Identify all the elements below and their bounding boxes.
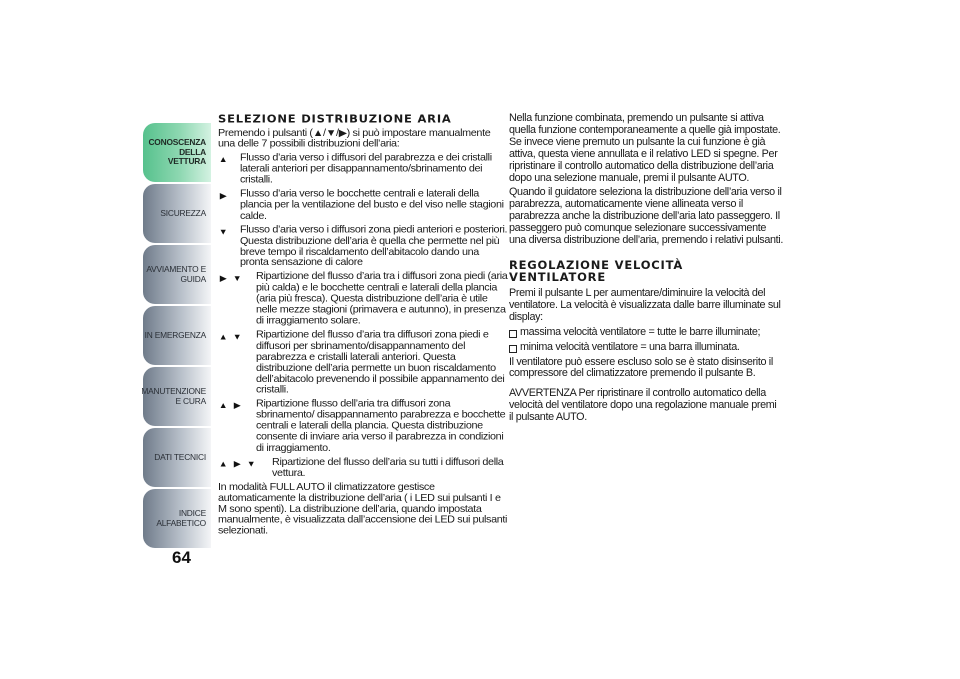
tab-label: AVVIAMENTO E GUIDA bbox=[146, 264, 206, 284]
down-arrow-icon: ▼ bbox=[218, 226, 228, 237]
list-item: ▲ Flusso d’aria verso i diffusori del parabrezza e dei cristalli laterali anteriori per disappannamento/sbrinamento dei cristalli. bbox=[218, 152, 492, 186]
tab-avviamento[interactable] bbox=[143, 245, 211, 304]
tab-conoscenza[interactable] bbox=[143, 123, 211, 182]
up-arrow-icon: ▲ bbox=[218, 459, 228, 469]
list-item: ▲ ▶ ▼ Ripartizione del flusso dell’aria su tutti i diffusori della vettura. bbox=[218, 456, 504, 479]
tab-sicurezza[interactable] bbox=[143, 184, 211, 243]
right-arrow-icon: ▶ bbox=[338, 127, 347, 139]
list-item: ▶ Flusso d’aria verso le bocchette centrali e laterali della plancia per la ventilazione del busto e del viso nelle stagioni calde. bbox=[219, 188, 504, 222]
right-column bbox=[509, 113, 783, 427]
list-item: ▶ ▼ Ripartizione del flusso d’aria tra i diffusori zona piedi (aria più calda) e le bocchette centrali e laterali della plancia (aria più fresca). Questa distribuzione dell’aria è utile nelle mezze stagioni (primavera e autunno), in presenza di irraggiamento solare. bbox=[219, 271, 508, 327]
list-item: massima velocità ventilatore = tutte le barre illuminate; bbox=[509, 327, 783, 339]
right-arrow-icon: ▶ bbox=[233, 459, 241, 469]
list-item: ▲ ▶ Ripartizione flusso dell’aria tra diffusori zona sbrinamento/ disappannamento parabrezza e bocchette centrali e laterali della plancia. Questa distribuzione consente di inviare aria verso il parabrezza in condizioni di irraggiamento. bbox=[218, 398, 506, 454]
paragraph-combined-function: Nella funzione combinata, premendo un pulsante si attiva quella funzione contemporaneamente a quelle già impostate. Se invece viene premuto un pulsante la cui funzione è già attiva, questa viene annullata e il relativo LED si spegne. Per ripristinare il controllo automatico della distribuzione dell’aria dopo una selezione manuale, premi il pulsante AUTO. bbox=[509, 112, 781, 184]
section-heading-fan-speed: REGOLAZIONE VELOCITÀ VENTILATORE bbox=[509, 257, 684, 285]
outro-paragraph: In modalità FULL AUTO il climatizzatore gestisce automaticamente la distribuzione dell’aria ( i LED sui pulsanti I e M sono spenti). La distribuzione dell’aria, quando impostata manualmente, è visualizzata dall’accensione dei LED sui pulsanti selezionati. bbox=[218, 481, 508, 537]
right-arrow-icon: ▶ bbox=[219, 273, 227, 284]
down-arrow-icon: ▼ bbox=[232, 273, 242, 284]
tab-label: IN EMERGENZA bbox=[144, 329, 206, 340]
down-arrow-icon: ▼ bbox=[246, 459, 256, 469]
right-arrow-icon: ▶ bbox=[233, 401, 241, 411]
tab-label: INDICE ALFABETICO bbox=[156, 508, 206, 528]
checkbox-bullet-icon bbox=[509, 330, 517, 338]
tab-label: SICUREZZA bbox=[160, 207, 206, 218]
chapter-tabs bbox=[143, 123, 211, 550]
paragraph-fan-button: Premi il pulsante L per aumentare/diminuire la velocità del ventilatore. La velocità è visualizzata dalle barre illuminate sul display: bbox=[509, 286, 781, 323]
paragraph-fan-exclusion: Il ventilatore può essere escluso solo se è stato disinserito il compressore del climatizzatore premendo il pulsante B. bbox=[509, 355, 773, 380]
list-item: ▼ Flusso d’aria verso i diffusori zona piedi anteriori e posteriori. Questa distribuzione dell’aria è quella che permette nel più breve tempo il riscaldamento dell’abitacolo dando una pronta sensazione di calore bbox=[218, 224, 508, 269]
right-arrow-icon: ▶ bbox=[219, 191, 227, 201]
paragraph-windshield: Quando il guidatore seleziona la distribuzione dell’aria verso il parabrezza, automaticamente viene allineata verso il parabrezza anche la distribuzione dell’aria lato passeggero. Il passeggero può comunque selezionare successivamente una diversa distribuzione dell’aria, premendo i relativi pulsanti. bbox=[509, 186, 783, 247]
tab-label: MANUTENZIONE E CURA bbox=[141, 386, 206, 406]
tab-indice[interactable] bbox=[143, 489, 211, 548]
tab-label: CONOSCENZA DELLA VETTURA bbox=[148, 137, 206, 167]
down-arrow-icon: ▼ bbox=[325, 127, 337, 139]
up-arrow-icon: ▲ bbox=[218, 401, 228, 411]
left-column bbox=[218, 113, 508, 540]
tab-dati-tecnici[interactable] bbox=[143, 428, 211, 487]
up-arrow-icon: ▲ bbox=[312, 127, 324, 139]
tab-emergenza[interactable] bbox=[143, 306, 211, 365]
up-arrow-icon: ▲ bbox=[218, 155, 228, 165]
section-heading-air-distribution: SELEZIONE DISTRIBUZIONE ARIA bbox=[218, 112, 452, 126]
checkbox-bullet-icon bbox=[509, 345, 517, 353]
page-number: 64 bbox=[172, 548, 191, 567]
list-item: ▲ ▼ Ripartizione del flusso d’aria tra diffusori zona piedi e diffusori per sbrinamento/disappannamento del parabrezza e cristalli laterali anteriori. Questa distribuzione dell’aria permette un buon riscaldamento dell’abitacolo prevenendo il possibile appannamento dei cristalli. bbox=[218, 329, 505, 396]
down-arrow-icon: ▼ bbox=[232, 331, 242, 342]
tab-manutenzione[interactable] bbox=[143, 367, 211, 426]
tab-label: DATI TECNICI bbox=[154, 451, 206, 462]
up-arrow-icon: ▲ bbox=[218, 331, 228, 342]
list-item: minima velocità ventilatore = una barra illuminata. bbox=[509, 342, 783, 354]
warning-paragraph: AVVERTENZA Per ripristinare il controllo automatico della velocità del ventilatore dopo una regolazione manuale premi il pulsante AUTO. bbox=[509, 387, 777, 424]
intro-paragraph: Premendo i pulsanti (▲/▼/▶) si può impostare manualmente una delle 7 possibili distribuzioni dell’aria: bbox=[218, 127, 491, 150]
